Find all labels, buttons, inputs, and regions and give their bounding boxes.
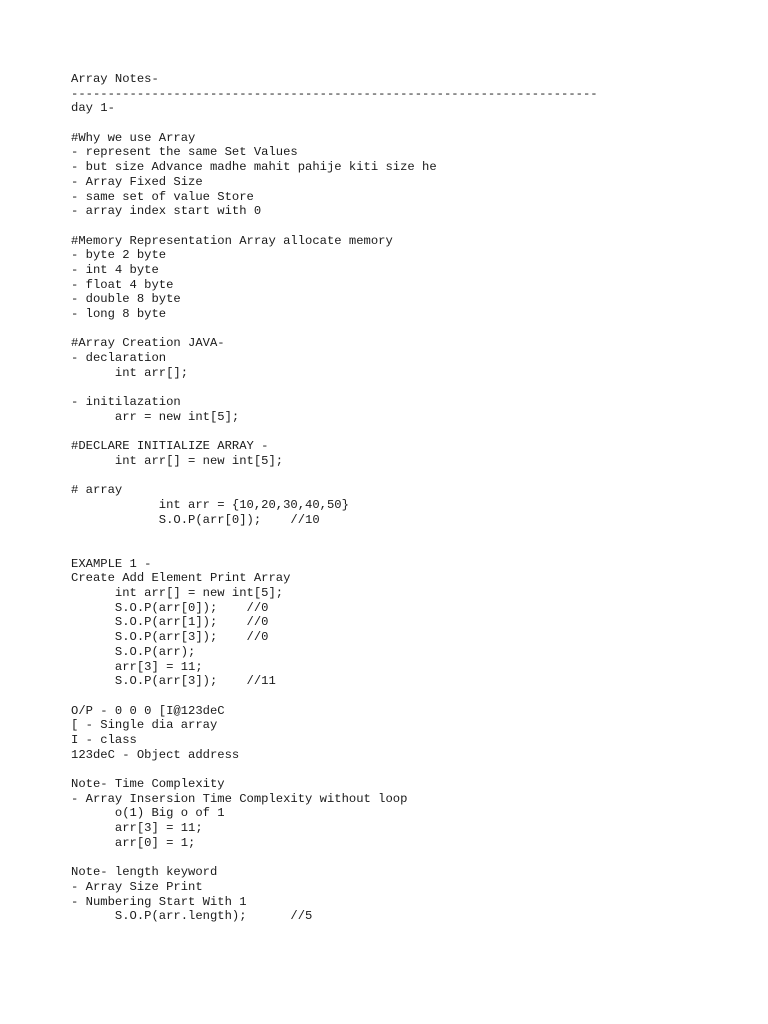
- section-heading: # array: [71, 483, 123, 498]
- code-line: int arr[] = new int[5];: [71, 453, 284, 468]
- text-line: 123deC - Object address: [71, 747, 240, 762]
- list-item: - Numbering Start With 1: [71, 894, 247, 909]
- section-heading: EXAMPLE 1 -: [71, 556, 152, 571]
- list-item: - Array Size Print: [71, 879, 203, 894]
- section-heading: Note- Time Complexity: [71, 777, 225, 791]
- blank-line: [71, 850, 751, 865]
- list-item: - int 4 byte: [71, 262, 159, 277]
- code-line: S.O.P(arr[0]); //0: [71, 600, 269, 615]
- blank-line: [71, 219, 751, 234]
- list-item: - Array Insersion Time Complexity without loop: [71, 791, 408, 806]
- list-item: - same set of value Store: [71, 189, 254, 204]
- code-line: int arr = {10,20,30,40,50}: [71, 497, 349, 512]
- list-item: - long 8 byte: [71, 307, 167, 321]
- blank-line: [71, 469, 751, 484]
- list-item: - byte 2 byte: [71, 248, 167, 263]
- blank-line: [71, 322, 751, 337]
- list-item: - Array Fixed Size: [71, 174, 203, 189]
- blank-line: [71, 527, 751, 542]
- code-line: arr[3] = 11;: [71, 821, 203, 836]
- blank-line: [71, 689, 751, 704]
- code-line: int arr[] = new int[5];: [71, 586, 284, 601]
- section-heading: #DECLARE INITIALIZE ARRAY -: [71, 439, 269, 454]
- section-heading: #Why we use Array: [71, 130, 196, 145]
- code-line: arr = new int[5];: [71, 409, 240, 424]
- blank-line: [71, 542, 751, 557]
- code-line: S.O.P(arr[3]); //0: [71, 630, 269, 645]
- blank-line: [71, 380, 751, 395]
- blank-line: [71, 425, 751, 440]
- separator-line: ------------------------------------------------------------------------: [71, 86, 598, 101]
- day-heading: day 1-: [71, 101, 115, 116]
- text-line: [ - Single dia array: [71, 718, 218, 733]
- code-line: S.O.P(arr);: [71, 644, 196, 659]
- list-item: - array index start with 0: [71, 204, 262, 219]
- code-line: arr[0] = 1;: [71, 835, 196, 850]
- code-line: arr[3] = 11;: [71, 659, 203, 674]
- code-line: S.O.P(arr[0]); //10: [71, 512, 320, 527]
- list-item: - represent the same Set Values: [71, 145, 298, 160]
- blank-line: [71, 116, 751, 131]
- list-item: - double 8 byte: [71, 292, 181, 307]
- text-line: I - class: [71, 732, 137, 747]
- list-item: - float 4 byte: [71, 277, 174, 292]
- blank-line: [71, 762, 751, 777]
- section-heading: #Memory Representation Array allocate memory: [71, 233, 393, 248]
- list-item: - but size Advance madhe mahit pahije kiti size he: [71, 160, 437, 175]
- notes-document: [71, 72, 751, 924]
- section-heading: Note- length keyword: [71, 865, 218, 880]
- code-line: o(1) Big o of 1: [71, 806, 225, 821]
- text-line: O/P - 0 0 0 [I@123deC: [71, 703, 225, 718]
- code-line: int arr[];: [71, 365, 189, 380]
- code-line: S.O.P(arr[3]); //11: [71, 674, 276, 689]
- section-heading: #Array Creation JAVA-: [71, 336, 225, 351]
- code-line: S.O.P(arr.length); //5: [71, 909, 313, 924]
- doc-title: Array Notes-: [71, 72, 159, 86]
- list-item: - initilazation: [71, 395, 181, 410]
- list-item: - declaration: [71, 351, 167, 366]
- text-line: Create Add Element Print Array: [71, 571, 291, 586]
- code-line: S.O.P(arr[1]); //0: [71, 615, 269, 630]
